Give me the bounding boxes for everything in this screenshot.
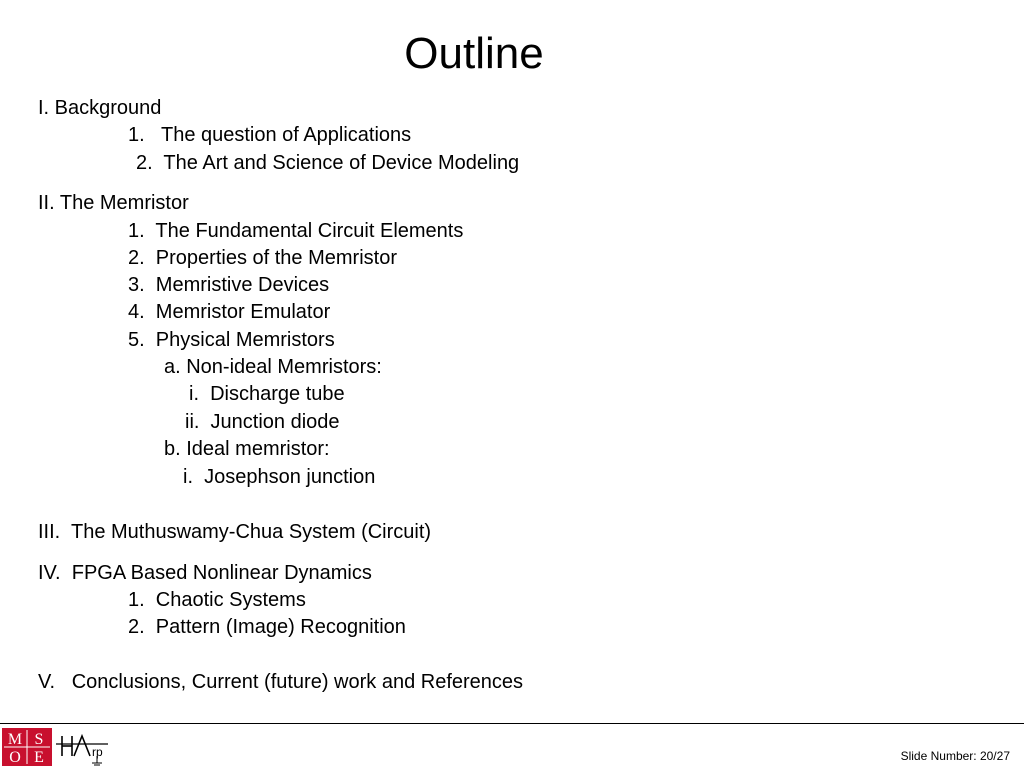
section-muthuswamy-chua: III. The Muthuswamy-Chua System (Circuit): [38, 521, 432, 543]
outline-item: 5. Physical Memristors: [128, 329, 335, 351]
svg-text:O: O: [9, 749, 21, 766]
outline-item: 2. Pattern (Image) Recognition: [128, 616, 406, 638]
svg-text:rp: rp: [92, 745, 103, 759]
svg-text:S: S: [34, 731, 44, 748]
msoe-logo: [2, 728, 52, 766]
outline-item: 1. The Fundamental Circuit Elements: [128, 220, 464, 242]
section-fpga: IV. FPGA Based Nonlinear Dynamics: [38, 562, 372, 584]
section-background: I. Background: [38, 97, 162, 119]
outline-subsubitem: i. Discharge tube: [189, 383, 345, 405]
svg-text:E: E: [34, 749, 44, 766]
outline-subsubitem: i. Josephson junction: [183, 466, 376, 488]
outline-item: 2. The Art and Science of Device Modeling: [136, 152, 520, 174]
outline-subitem: a. Non-ideal Memristors:: [164, 356, 382, 378]
section-memristor: II. The Memristor: [38, 192, 189, 214]
slide-number: Slide Number: 20/27: [900, 749, 1010, 763]
outline-item: 2. Properties of the Memristor: [128, 247, 397, 269]
outline-item: 4. Memristor Emulator: [128, 301, 331, 323]
outline-item: 1. The question of Applications: [128, 124, 412, 146]
outline-subitem: b. Ideal memristor:: [164, 438, 330, 460]
outline-item: 1. Chaotic Systems: [128, 589, 306, 611]
hamp-lab-logo: [52, 730, 112, 766]
slide-title: Outline: [404, 29, 544, 78]
svg-text:M: M: [7, 731, 23, 748]
outline-item: 3. Memristive Devices: [128, 274, 330, 296]
footer-divider: [0, 723, 1024, 724]
outline-subsubitem: ii. Junction diode: [185, 411, 340, 433]
section-conclusions: V. Conclusions, Current (future) work and References: [38, 671, 524, 693]
